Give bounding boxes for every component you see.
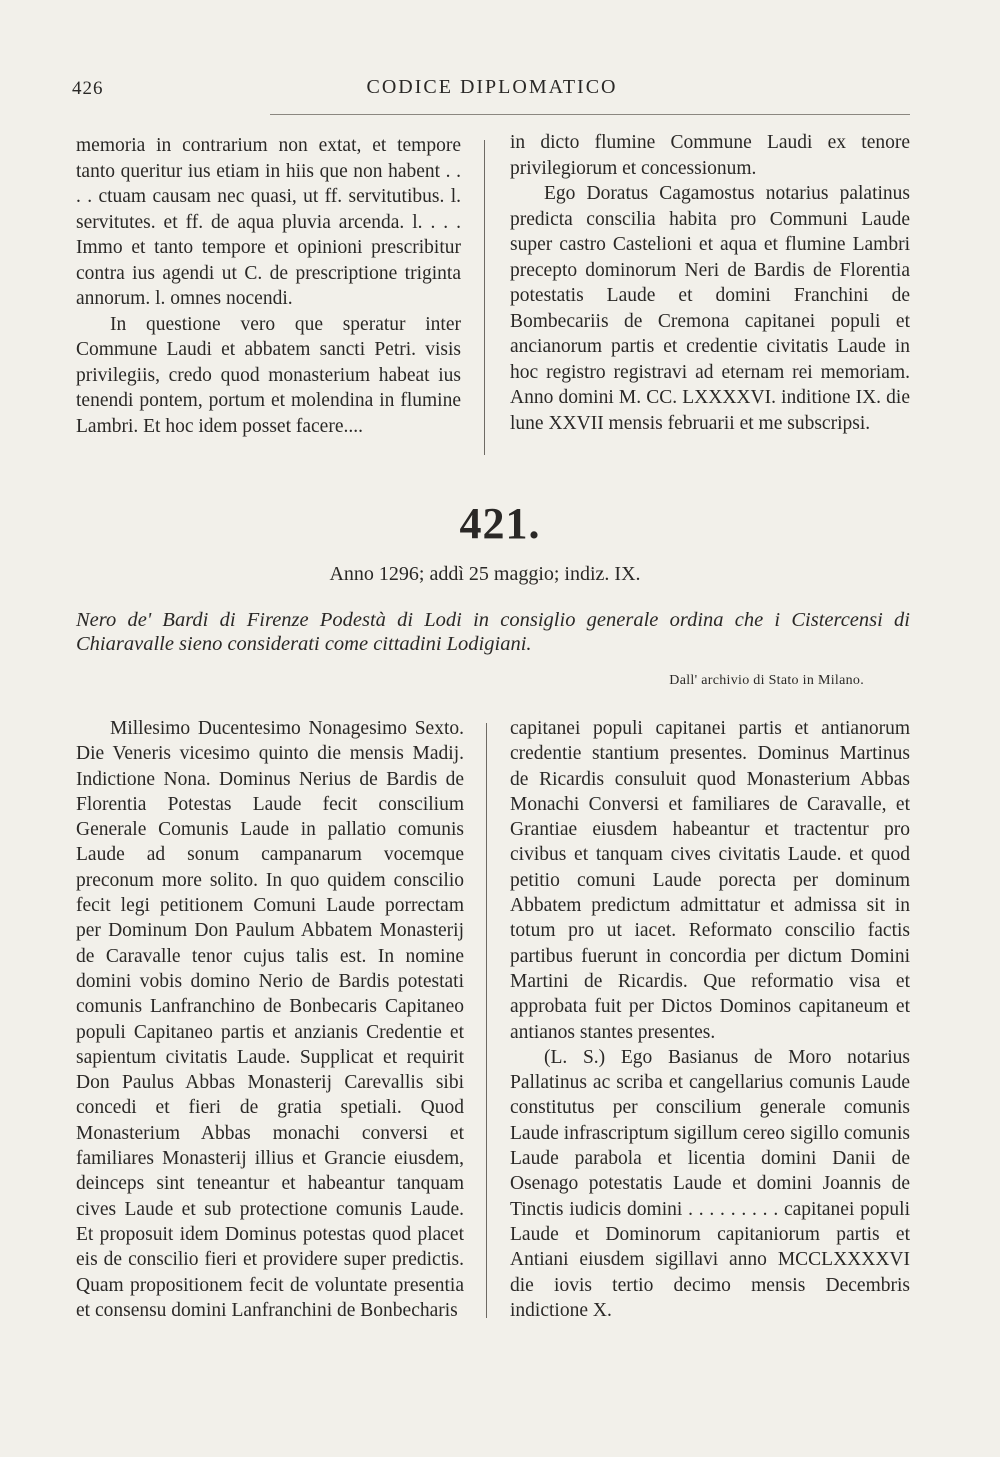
source-note: Dall' archivio di Stato in Milano.: [669, 673, 864, 688]
column-divider-bottom: [486, 723, 487, 1318]
header-rule: [270, 114, 910, 115]
bottom-right-column: [510, 716, 910, 1323]
top-right-paragraph-2: Ego Doratus Cagamostus notarius palatinus predicta conscilia habita pro Communi Laude super castro Castelioni et aqua et flumine Lambri precepto dominorum Neri de Bardis de Florentia potestatis Laude et domini Franchini de Bombecariis de Cremona capitanei populi et ancianorum partis et credentie civitatis Laude in hoc registro registravi ad eternam rei memoriam. Anno domini M. CC. LXXXXVI. inditione IX. die lune XXVII mensis februarii et me subscripsi.: [510, 183, 910, 434]
bottom-right-paragraph-2: (L. S.) Ego Basianus de Moro notarius Pallatinus ac scriba et cangellarius comunis Laude constitutus per conscilium generale comunis Laude infrascriptum sigillum cereo sigillo comunis Laude parabola et licentia domini Danii de Osenago potestatis Laude et domini Joannis de Tinctis iudicis domini . . . . . . . . . capitanei populi Laude et Dominorum capitaniorum partis et Antiani eiusdem sigillavi anno MCCLXXXXVI die iovis tertio decimo mensis Decembris indictione X.: [510, 1046, 910, 1321]
bottom-left-column: [76, 716, 464, 1323]
page-number: 426: [72, 78, 104, 99]
top-left-paragraph-2: In questione vero que speratur inter Commune Laudi et abbatem sancti Petri. visis privilegiis, credo quod monasterium habeat ius tenendi pontem, portum et molendina in flumine Lambri. Et hoc idem posset facere....: [76, 313, 461, 437]
page-header: [72, 76, 912, 106]
bottom-right-paragraph-1: capitanei populi capitanei partis et antianorum credentie stantium presentes. Dominus Martinus de Ricardis consuluit quod Monasterium Abbas Monachi Conversi et familiares de Caravalle, et Grantiae eiusdem habeantur et tractentur pro civibus et tanquam cives civitatis Laude. et quod petitio comuni Laude porecta per dominum Abbatem predictum admittatur et admissa sit in totum pro ut iacet. Reformato conscilio factis partibus fuerunt in concordia per dictum Domini Martini de Ricardis. Que reformatio visa et approbata fuit per Dictos Dominos capitaneum et antianos stantes presentes.: [510, 718, 910, 1043]
document-regest: Nero de' Bardi di Firenze Podestà di Lodi in consiglio generale ordina che i Cistercensi di Chiaravalle sieno considerati come cittadini Lodigiani.: [76, 609, 910, 655]
top-right-column: [510, 130, 910, 436]
document-number: 421.: [459, 499, 541, 548]
top-right-paragraph-1: in dicto flumine Commune Laudi ex tenore privilegiorum et concessionum.: [510, 132, 910, 179]
bottom-left-paragraph-1: Millesimo Ducentesimo Nonagesimo Sexto. Die Veneris vicesimo quinto die mensis Madij. Indictione Nona. Dominus Nerius de Bardis de Florentia Potestas Laude fecit conscilium Generale Comunis Laude in pallatio comunis Laude ad sonum campanarum vocemque preconum more solito. In quo quidem conscilio fecit legi petitionem Comuni Laude porrectam per Dominum Don Paulum Abbatem Monasterij de Caravalle tenor cujus talis est. In nomine domini vobis domino Nerio de Bardis potestati comunis Lanfranchino de Bonbecaris Capitaneo populi Capitaneo partis et anzianis Credentie et sapientum civitatis Laude. Supplicat et requirit Don Paulus Abbas Monasterij Carevallis sibi concedi et fieri de gratia spetiali. Quod Monasterium Abbas monachi conversi et familiares Monasterij illius et Grancie eiusdem, deinceps sint teneantur et habeantur tanquam cives Laude et sub protectione comunis Laude. Et proposuit idem Dominus potestas quod placet eis de conscilio fieri et providere super predictis. Quam propositionem fecit de voluntate presentia et consensu domini Lanfranchini de Bonbecharis: [76, 718, 464, 1321]
top-left-paragraph-1: memoria in contrarium non extat, et tempore tanto queritur ius etiam in hiis que non habent . . . . ctuam causam nec quasi, ut ff. servitutibus. l. servitutes. et ff. de aqua pluvia arcenda. l. . . . Immo et tanto tempore et opinioni prescribitur contra ius agendi ut C. de prescriptione triginta annorum. l. omnes nocendi.: [76, 135, 461, 309]
column-divider-top: [484, 140, 485, 455]
top-left-column: [76, 133, 461, 439]
document-date-line: Anno 1296; addì 25 maggio; indiz. IX.: [329, 563, 641, 585]
running-title: CODICE DIPLOMATICO: [366, 76, 618, 98]
